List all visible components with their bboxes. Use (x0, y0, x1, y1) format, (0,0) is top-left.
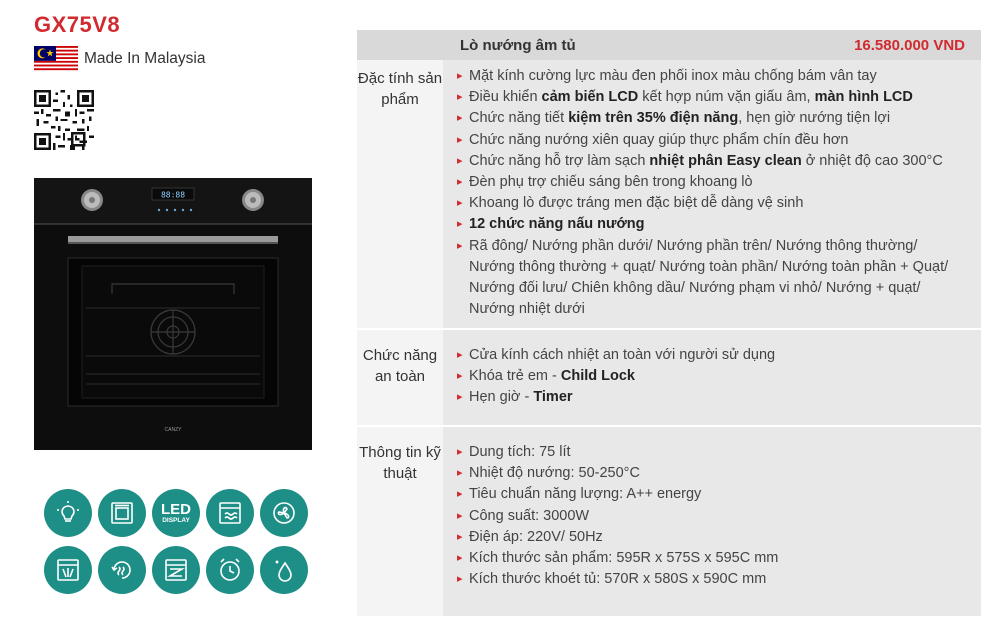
spec-item-bold: Timer (533, 389, 573, 406)
spec-item-bold: màn hình LCD (814, 89, 913, 106)
spec-item-bold: cảm biến LCD (541, 89, 639, 106)
spec-item-bold: 12 chức năng nấu nướng (469, 216, 645, 233)
section-label-technical: Thông tin kỹ thuật (359, 444, 441, 482)
spec-item-bold: kiệm trên 35% điện năng (568, 110, 739, 127)
spec-item: ▸ Cửa kính cách nhiệt an toàn với người sử dụng (457, 345, 967, 366)
oven-product-image (34, 178, 312, 450)
product-price: 16.580.000 VND (854, 37, 965, 54)
section-items-technical (457, 442, 967, 590)
spec-item-bold: nhiệt phân Easy clean (649, 152, 802, 169)
spec-item: ▸ Chức năng tiết kiệm trên 35% điện năng, hẹn giờ nướng tiện lợi (457, 108, 967, 129)
section-label-features: Đặc tính sản phẩm (357, 70, 443, 108)
display-label: DISPLAY (162, 516, 190, 524)
steam-drop-icon (260, 546, 308, 594)
spec-item: ▸ Tiêu chuẩn năng lượng: A++ energy (457, 484, 967, 505)
enamel-cavity-icon (206, 489, 254, 537)
spec-item: ▸ Điện áp: 220V/ 50Hz (457, 527, 967, 548)
model-title: GX75V8 (34, 12, 121, 37)
grill-icon (152, 546, 200, 594)
spec-item: ▸ Dung tích: 75 lít (457, 442, 967, 463)
spec-item: ▸ Chức năng nướng xiên quay giúp thực phẩm chín đều hơn (457, 130, 967, 151)
section-label-safety: Chức năng an toàn (362, 347, 438, 385)
spec-item: ▸ Điều khiển cảm biến LCD kết hợp núm vặn giấu âm, màn hình LCD (457, 87, 967, 108)
led-display-icon (152, 489, 200, 537)
malaysia-flag-icon (34, 46, 78, 72)
led-label: LED (161, 500, 191, 518)
spec-item: ▸ Kích thước sản phẩm: 595R x 575S x 595C mm (457, 548, 967, 569)
oven-door-icon (98, 489, 146, 537)
section-items-features (457, 66, 967, 320)
spec-item: ▸ Mặt kính cường lực màu đen phối inox màu chống bám vân tay (457, 66, 967, 87)
spec-table (357, 30, 981, 616)
origin-row (34, 46, 205, 72)
spec-item-bold: Child Lock (560, 368, 635, 385)
spec-item: ▸ Nhiệt độ nướng: 50-250°C (457, 463, 967, 484)
spec-header (357, 30, 981, 60)
spec-item: ▸ Khóa trẻ em - Child Lock (457, 366, 967, 387)
spec-label-column (357, 30, 443, 616)
convection-fan-icon (260, 489, 308, 537)
section-items-safety (457, 345, 967, 409)
rotisserie-icon (98, 546, 146, 594)
product-type: Lò nướng âm tủ (460, 37, 576, 54)
timer-alarm-icon (206, 546, 254, 594)
origin-label: Made In Malaysia (84, 50, 206, 67)
qr-code[interactable] (34, 90, 94, 150)
spec-item: ▸ Kích thước khoét tủ: 570R x 580S x 590C mm (457, 569, 967, 590)
section-divider (357, 328, 981, 330)
spec-item: ▸ Hẹn giờ - Timer (457, 387, 967, 408)
section-divider (357, 425, 981, 427)
spec-item (457, 214, 967, 235)
spec-item: ▸ Khoang lò được tráng men đặc biệt dễ dàng vệ sinh (457, 193, 967, 214)
spec-item: ▸ Chức năng hỗ trợ làm sạch nhiệt phân Easy clean ở nhiệt độ cao 300°C (457, 151, 967, 172)
svg-text:CANZY: CANZY (164, 427, 182, 433)
spec-item: ▸ Công suất: 3000W (457, 506, 967, 527)
spec-item: ▸ Rã đông/ Nướng phần dưới/ Nướng phần trên/ Nướng thông thường/ Nướng thông thường + quạt/ Nướng toàn phần/ Nướng toàn phần + Quạt/ Nướng đối lưu/ Chiên không dầu/ Nướng phạm vi nhỏ/ Nướng + quạt/ Nướng nhiệt dưới (457, 236, 967, 321)
pyrolytic-clean-icon (44, 546, 92, 594)
light-bulb-icon (44, 489, 92, 537)
svg-text:88:88: 88:88 (160, 190, 186, 200)
spec-item: ▸ Đèn phụ trợ chiếu sáng bên trong khoang lò (457, 172, 967, 193)
